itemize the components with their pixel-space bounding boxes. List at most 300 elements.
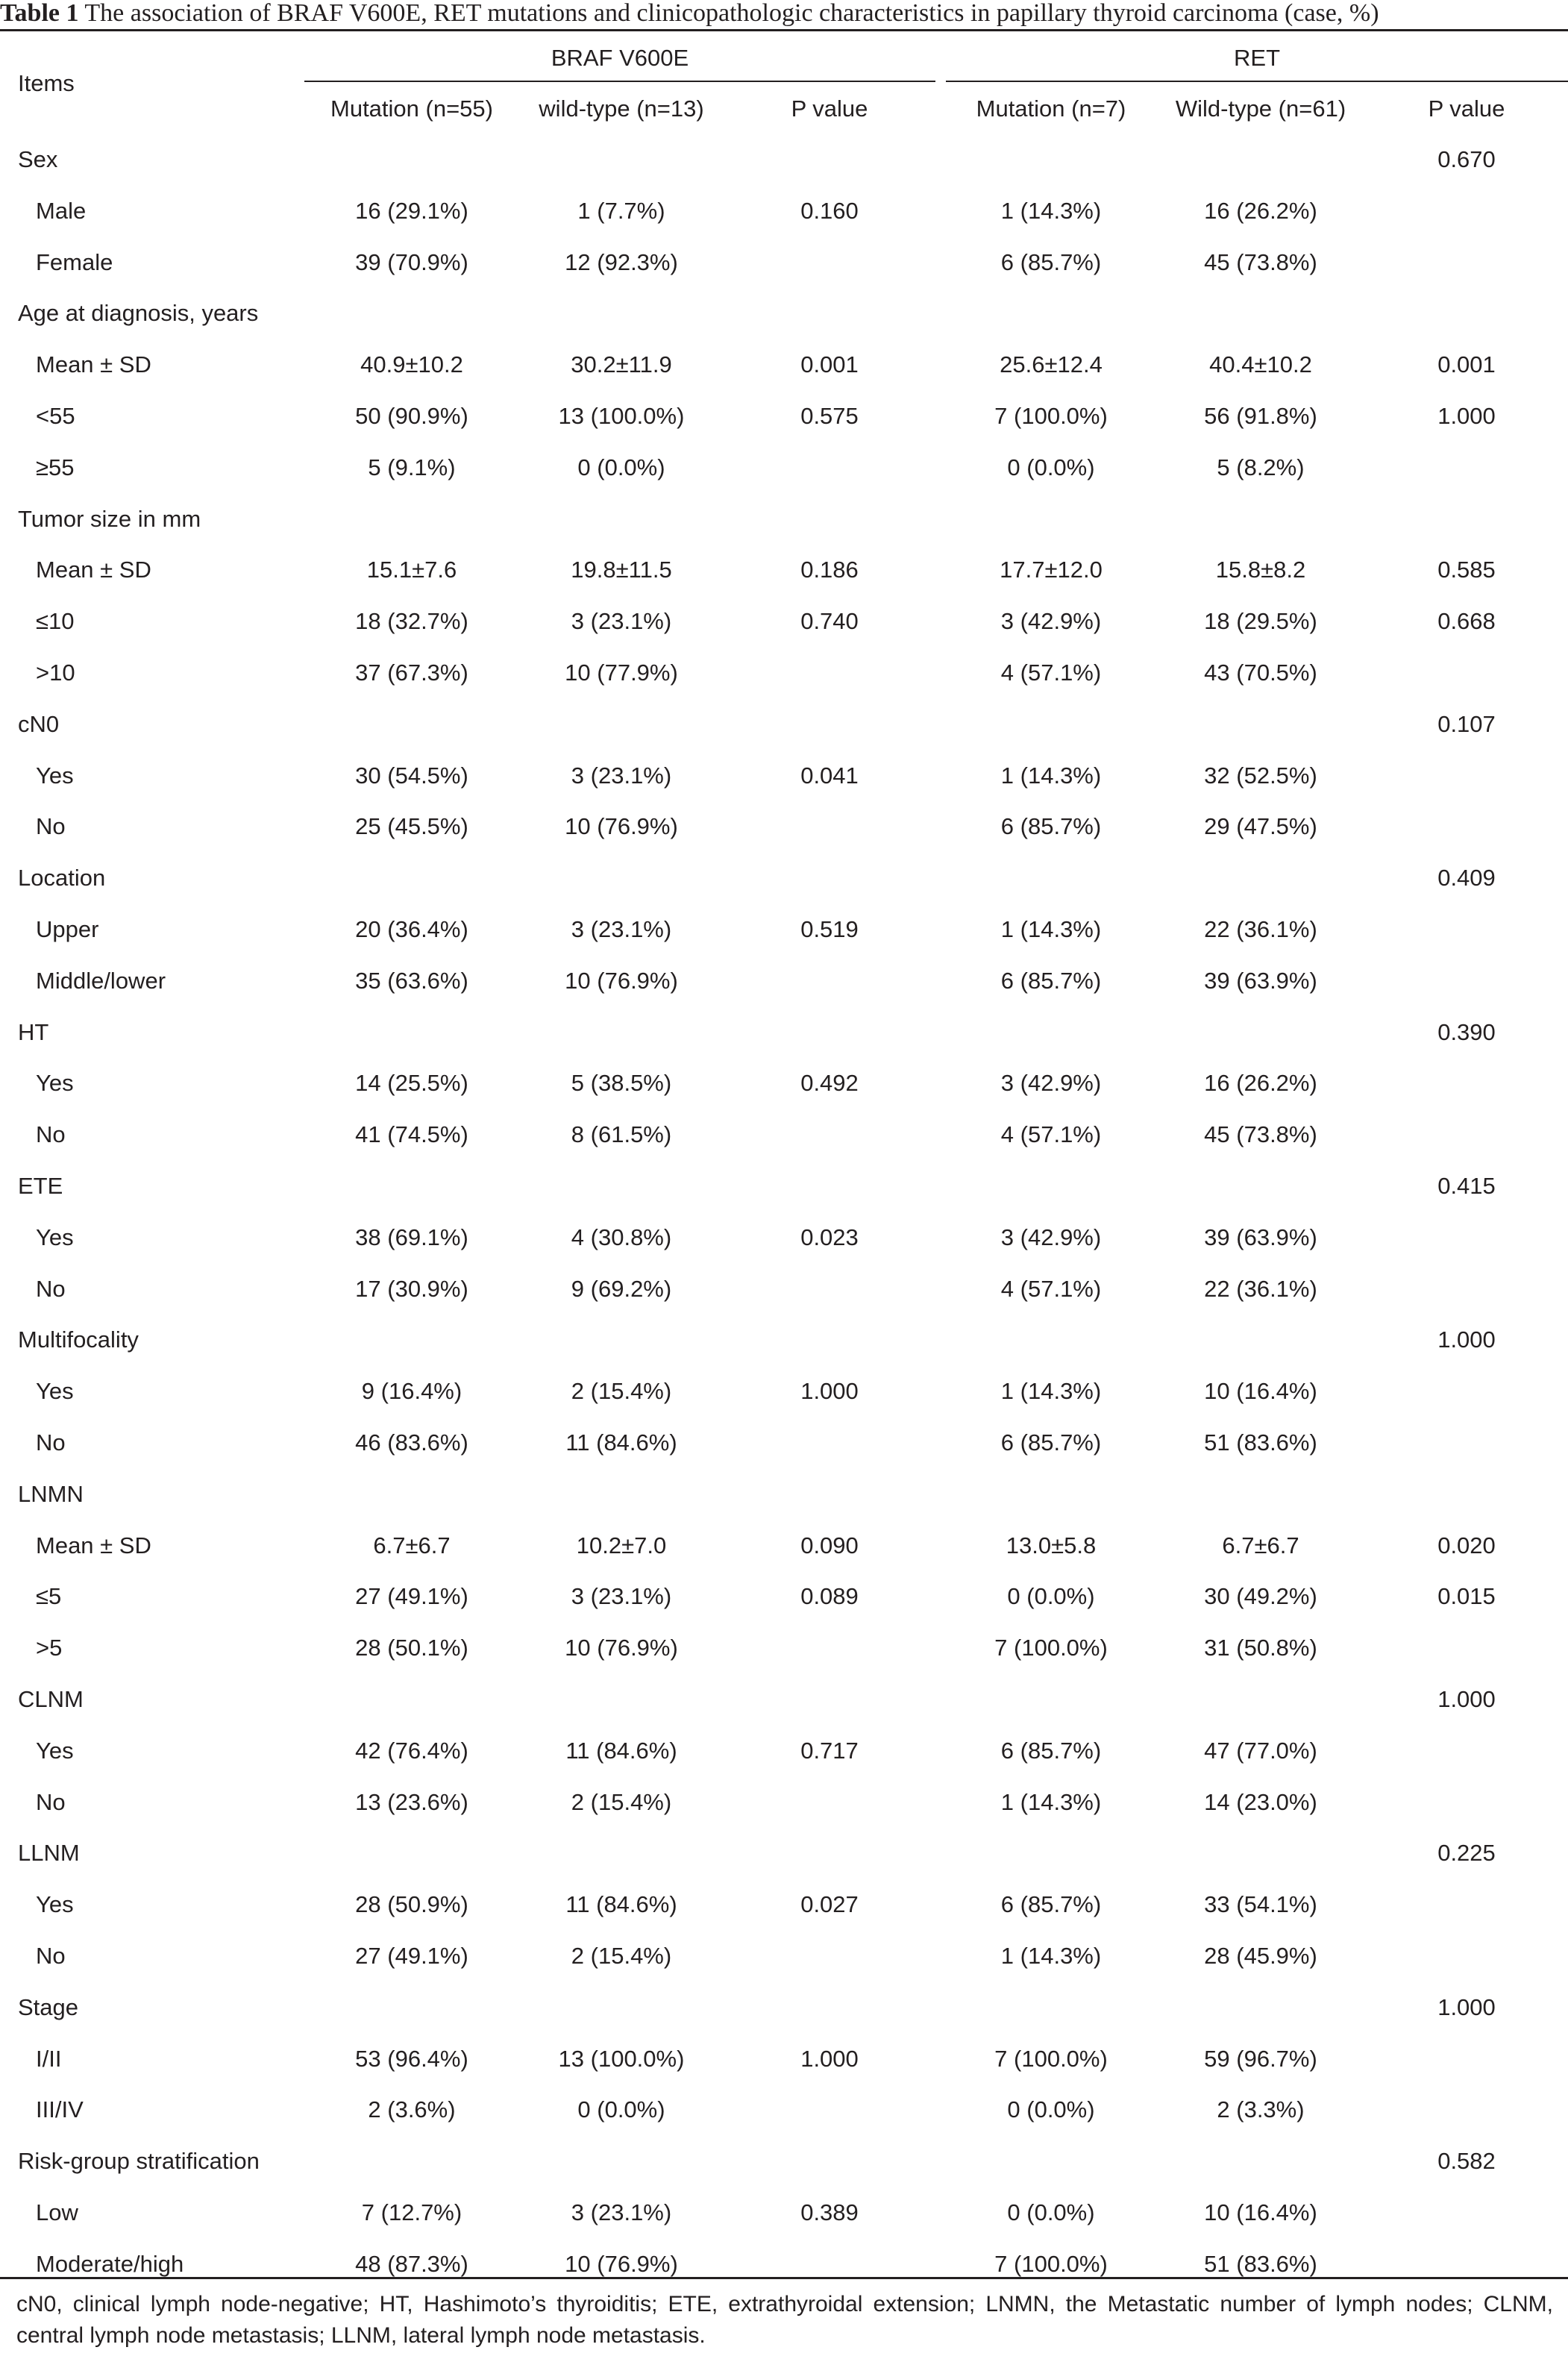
row-sublabel: Middle/lower (36, 968, 166, 994)
cell-braf-p-value: 0.389 (800, 2199, 859, 2225)
header-braf-mutation: Mutation (n=55) (330, 95, 493, 122)
cell-braf-mutation: 6.7±6.7 (373, 1532, 451, 1558)
row-sublabel: ≥55 (36, 454, 75, 480)
cell-ret-mutation: 0 (0.0%) (1007, 454, 1095, 480)
table-bottom-rule (0, 2277, 1568, 2279)
cell-ret-wildtype: 39 (63.9%) (1204, 968, 1317, 994)
cell-ret-p-value (1365, 1068, 1568, 1098)
cell-ret-wildtype (1156, 863, 1365, 893)
cell-braf-wildtype: 3 (23.1%) (571, 916, 672, 942)
cell-ret-mutation: 1 (14.3%) (1000, 762, 1102, 789)
cell-braf-wildtype: 13 (100.0%) (558, 403, 685, 429)
cell-ret-mutation: 1 (14.3%) (1000, 1378, 1102, 1404)
cell-braf-mutation: 14 (25.5%) (355, 1070, 468, 1096)
cell-ret-mutation: 17.7±12.0 (1000, 557, 1103, 583)
cell-ret-wildtype: 45 (73.8%) (1204, 1121, 1317, 1147)
cell-ret-p-value: 0.409 (1437, 865, 1496, 891)
cell-braf-wildtype (519, 1479, 724, 1509)
cell-ret-mutation: 4 (57.1%) (1000, 1121, 1102, 1147)
row-sublabel: Yes (36, 1738, 74, 1764)
cell-braf-mutation (304, 863, 519, 893)
cell-braf-wildtype: 3 (23.1%) (571, 762, 672, 789)
cell-ret-wildtype: 2 (3.3%) (1217, 2096, 1305, 2123)
cell-braf-mutation: 37 (67.3%) (355, 660, 468, 686)
cell-braf-wildtype (519, 863, 724, 893)
table-footnote: cN0, clinical lymph node-negative; HT, Hashimoto’s thyroiditis; ETE, extrathyroidal extension; LNMN, the Metastatic number of lymph nodes; CLNM, central lymph node metastasis; LLNM, lateral lymph node metastasis. (16, 2292, 1553, 2348)
cell-ret-p-value (1365, 298, 1568, 328)
row-sublabel: Mean ± SD (36, 1532, 151, 1558)
cell-braf-mutation: 42 (76.4%) (355, 1738, 468, 1764)
row-sublabel: Mean ± SD (36, 557, 151, 583)
header-braf-wildtype: wild-type (n=13) (539, 95, 704, 122)
cell-ret-mutation: 0 (0.0%) (1007, 2096, 1095, 2123)
cell-braf-p-value (724, 453, 935, 483)
row-category-label: ETE (18, 1173, 63, 1199)
cell-ret-wildtype: 28 (45.9%) (1204, 1943, 1317, 1969)
cell-ret-wildtype (1156, 709, 1365, 739)
cell-braf-mutation (304, 2146, 519, 2176)
table-caption (0, 0, 1568, 27)
cell-ret-p-value (1365, 2198, 1568, 2228)
cell-ret-p-value (1365, 504, 1568, 534)
cell-ret-p-value (1365, 658, 1568, 688)
cell-braf-p-value (724, 1788, 935, 1817)
header-group-ret: RET (1234, 45, 1280, 71)
cell-ret-mutation (946, 1685, 1156, 1714)
header-ret-p-value: P value (1428, 95, 1505, 122)
cell-braf-wildtype (519, 1993, 724, 2023)
row-sublabel: <55 (36, 403, 75, 429)
cell-braf-wildtype: 12 (92.3%) (565, 249, 678, 275)
cell-braf-wildtype: 9 (69.2%) (571, 1276, 672, 1302)
row-sublabel: ≤5 (36, 1583, 62, 1609)
cell-ret-wildtype: 51 (83.6%) (1204, 2251, 1317, 2277)
row-sublabel: >5 (36, 1635, 63, 1661)
cell-braf-wildtype: 3 (23.1%) (571, 608, 672, 634)
cell-ret-mutation: 0 (0.0%) (1007, 2199, 1095, 2225)
row-category-label: Multifocality (18, 1326, 139, 1353)
cell-ret-wildtype: 47 (77.0%) (1204, 1738, 1317, 1764)
cell-ret-mutation: 7 (100.0%) (994, 2046, 1108, 2072)
cell-braf-mutation: 28 (50.1%) (355, 1635, 468, 1661)
header-group-braf: BRAF V600E (551, 45, 689, 71)
cell-ret-p-value: 0.107 (1437, 711, 1496, 737)
cell-ret-p-value: 0.668 (1437, 608, 1496, 634)
cell-braf-mutation (304, 1325, 519, 1355)
cell-braf-wildtype: 10 (76.9%) (565, 2251, 678, 2277)
cell-ret-p-value: 1.000 (1437, 403, 1496, 429)
row-sublabel: No (36, 1943, 66, 1969)
row-sublabel: ≤10 (36, 608, 75, 634)
cell-ret-p-value: 0.670 (1437, 146, 1496, 172)
row-sublabel: Yes (36, 1224, 74, 1250)
cell-braf-mutation (304, 1993, 519, 2023)
cell-ret-wildtype: 16 (26.2%) (1204, 1070, 1317, 1096)
cell-ret-wildtype: 14 (23.0%) (1204, 1789, 1317, 1815)
row-category-label: Risk-group stratification (18, 2148, 260, 2174)
cell-braf-wildtype (519, 145, 724, 175)
cell-ret-wildtype: 30 (49.2%) (1204, 1583, 1317, 1609)
cell-braf-wildtype: 3 (23.1%) (571, 2199, 672, 2225)
cell-ret-p-value (1365, 1376, 1568, 1406)
cell-ret-mutation: 25.6±12.4 (1000, 351, 1103, 377)
cell-braf-p-value (724, 812, 935, 842)
cell-braf-wildtype: 8 (61.5%) (571, 1121, 672, 1147)
cell-ret-wildtype: 29 (47.5%) (1204, 813, 1317, 839)
cell-ret-mutation: 6 (85.7%) (1000, 1429, 1102, 1456)
cell-ret-mutation: 3 (42.9%) (1000, 608, 1102, 634)
cell-braf-wildtype: 4 (30.8%) (571, 1224, 672, 1250)
row-sublabel: Yes (36, 1891, 74, 1917)
cell-braf-p-value (724, 863, 935, 893)
row-sublabel: No (36, 1429, 66, 1456)
cell-ret-mutation: 6 (85.7%) (1000, 249, 1102, 275)
cell-ret-wildtype: 32 (52.5%) (1204, 762, 1317, 789)
cell-ret-mutation (946, 298, 1156, 328)
cell-braf-mutation: 41 (74.5%) (355, 1121, 468, 1147)
row-sublabel: No (36, 1276, 66, 1302)
cell-braf-p-value: 0.160 (800, 198, 859, 224)
cell-ret-wildtype: 18 (29.5%) (1204, 608, 1317, 634)
row-sublabel: No (36, 813, 66, 839)
cell-braf-mutation (304, 1018, 519, 1047)
cell-braf-wildtype: 1 (7.7%) (577, 198, 665, 224)
cell-ret-p-value (1365, 915, 1568, 944)
cell-braf-mutation (304, 709, 519, 739)
row-sublabel: Female (36, 249, 113, 275)
cell-ret-mutation: 6 (85.7%) (1000, 1891, 1102, 1917)
cell-braf-mutation (304, 1479, 519, 1509)
cell-ret-wildtype (1156, 2146, 1365, 2176)
cell-braf-wildtype: 11 (84.6%) (565, 1891, 677, 1917)
cell-ret-wildtype: 10 (16.4%) (1204, 1378, 1317, 1404)
cell-braf-wildtype: 5 (38.5%) (571, 1070, 672, 1096)
cell-braf-mutation (304, 1685, 519, 1714)
cell-braf-mutation: 27 (49.1%) (355, 1583, 468, 1609)
cell-braf-mutation: 25 (45.5%) (355, 813, 468, 839)
cell-braf-wildtype (519, 298, 724, 328)
ret-group-rule (946, 81, 1568, 82)
cell-ret-wildtype: 56 (91.8%) (1204, 403, 1317, 429)
row-category-label: Stage (18, 1994, 79, 2020)
cell-braf-wildtype (519, 1685, 724, 1714)
row-category-label: Location (18, 865, 106, 891)
cell-ret-wildtype: 22 (36.1%) (1204, 916, 1317, 942)
cell-ret-p-value: 0.020 (1437, 1532, 1496, 1558)
cell-ret-p-value (1365, 2044, 1568, 2074)
cell-braf-wildtype: 19.8±11.5 (571, 557, 672, 583)
cell-braf-p-value (724, 1993, 935, 2023)
cell-braf-p-value (724, 1633, 935, 1663)
cell-ret-wildtype: 31 (50.8%) (1204, 1635, 1317, 1661)
cell-braf-wildtype: 11 (84.6%) (565, 1429, 677, 1456)
cell-ret-p-value: 0.390 (1437, 1019, 1496, 1045)
cell-braf-p-value: 0.186 (800, 557, 859, 583)
row-category-label: LNMN (18, 1481, 84, 1507)
cell-ret-p-value: 1.000 (1437, 1994, 1496, 2020)
cell-ret-mutation: 6 (85.7%) (1000, 968, 1102, 994)
cell-ret-mutation (946, 709, 1156, 739)
table-top-rule (0, 29, 1568, 31)
cell-braf-wildtype (519, 504, 724, 534)
row-sublabel: >10 (36, 660, 75, 686)
cell-ret-wildtype: 6.7±6.7 (1222, 1532, 1299, 1558)
cell-ret-wildtype (1156, 298, 1365, 328)
cell-ret-mutation (946, 863, 1156, 893)
header-items: Items (18, 70, 75, 96)
row-sublabel: I/II (36, 2046, 62, 2072)
cell-ret-p-value (1365, 1120, 1568, 1150)
cell-ret-wildtype (1156, 504, 1365, 534)
cell-ret-wildtype (1156, 1838, 1365, 1868)
cell-braf-mutation: 40.9±10.2 (360, 351, 463, 377)
braf-group-rule (304, 81, 935, 82)
cell-ret-mutation: 1 (14.3%) (1000, 1943, 1102, 1969)
cell-ret-wildtype: 43 (70.5%) (1204, 660, 1317, 686)
cell-ret-mutation: 7 (100.0%) (994, 1635, 1108, 1661)
cell-braf-p-value (724, 2249, 935, 2279)
cell-ret-wildtype (1156, 145, 1365, 175)
cell-braf-mutation: 53 (96.4%) (355, 2046, 468, 2072)
cell-braf-mutation: 15.1±7.6 (366, 557, 457, 583)
cell-ret-p-value (1365, 1274, 1568, 1304)
cell-braf-p-value: 0.717 (800, 1738, 859, 1764)
cell-braf-wildtype: 10 (76.9%) (565, 968, 678, 994)
cell-braf-mutation: 9 (16.4%) (361, 1378, 462, 1404)
cell-braf-mutation: 2 (3.6%) (368, 2096, 456, 2123)
row-category-label: Age at diagnosis, years (18, 300, 259, 326)
cell-braf-p-value: 0.492 (800, 1070, 859, 1096)
row-category-label: CLNM (18, 1686, 84, 1712)
cell-ret-mutation: 3 (42.9%) (1000, 1224, 1102, 1250)
cell-ret-mutation (946, 1838, 1156, 1868)
cell-braf-mutation: 5 (9.1%) (368, 454, 456, 480)
row-category-label: cN0 (18, 711, 60, 737)
cell-ret-mutation: 4 (57.1%) (1000, 1276, 1102, 1302)
cell-braf-p-value (724, 1941, 935, 1971)
row-sublabel: No (36, 1789, 66, 1815)
cell-ret-wildtype: 22 (36.1%) (1204, 1276, 1317, 1302)
cell-braf-p-value (724, 1325, 935, 1355)
table-title: The association of BRAF V600E, RET mutations and clinicopathologic characteristics in papillary thyroid carcinoma (case, %) (84, 0, 1379, 27)
cell-braf-wildtype: 30.2±11.9 (571, 351, 672, 377)
cell-ret-mutation (946, 504, 1156, 534)
cell-ret-wildtype: 15.8±8.2 (1215, 557, 1306, 583)
cell-ret-p-value: 0.225 (1437, 1840, 1496, 1866)
cell-ret-wildtype: 10 (16.4%) (1204, 2199, 1317, 2225)
cell-braf-wildtype: 10 (76.9%) (565, 1635, 678, 1661)
cell-ret-mutation: 4 (57.1%) (1000, 660, 1102, 686)
cell-braf-p-value (724, 658, 935, 688)
cell-braf-mutation: 35 (63.6%) (355, 968, 468, 994)
row-sublabel: Yes (36, 1378, 74, 1404)
cell-braf-p-value (724, 1685, 935, 1714)
cell-ret-wildtype: 59 (96.7%) (1204, 2046, 1317, 2072)
cell-ret-wildtype: 33 (54.1%) (1204, 1891, 1317, 1917)
cell-braf-mutation: 38 (69.1%) (355, 1224, 468, 1250)
cell-braf-wildtype: 10.2±7.0 (576, 1532, 667, 1558)
cell-ret-p-value: 0.001 (1437, 351, 1496, 377)
cell-braf-p-value (724, 1838, 935, 1868)
cell-braf-wildtype: 0 (0.0%) (577, 2096, 665, 2123)
cell-braf-wildtype: 10 (76.9%) (565, 813, 678, 839)
cell-braf-p-value (724, 1018, 935, 1047)
cell-braf-mutation (304, 145, 519, 175)
cell-braf-mutation: 16 (29.1%) (355, 198, 468, 224)
cell-braf-p-value (724, 2146, 935, 2176)
row-sublabel: Male (36, 198, 87, 224)
cell-ret-p-value: 0.585 (1437, 557, 1496, 583)
cell-ret-p-value (1365, 2249, 1568, 2279)
row-category-label: Sex (18, 146, 58, 172)
cell-ret-p-value (1365, 812, 1568, 842)
cell-ret-p-value: 1.000 (1437, 1326, 1496, 1353)
cell-ret-p-value (1365, 453, 1568, 483)
cell-ret-wildtype: 16 (26.2%) (1204, 198, 1317, 224)
cell-braf-mutation: 48 (87.3%) (355, 2251, 468, 2277)
cell-braf-p-value: 0.090 (800, 1532, 859, 1558)
row-sublabel: III/IV (36, 2096, 84, 2123)
row-sublabel: Yes (36, 1070, 74, 1096)
row-sublabel: Low (36, 2199, 78, 2225)
cell-braf-wildtype (519, 1018, 724, 1047)
cell-braf-mutation (304, 1171, 519, 1201)
cell-ret-wildtype (1156, 1325, 1365, 1355)
cell-braf-mutation: 46 (83.6%) (355, 1429, 468, 1456)
cell-braf-p-value: 0.027 (800, 1891, 859, 1917)
cell-ret-mutation: 0 (0.0%) (1007, 1583, 1095, 1609)
cell-ret-p-value (1365, 1223, 1568, 1253)
cell-braf-mutation: 30 (54.5%) (355, 762, 468, 789)
cell-ret-p-value (1365, 761, 1568, 791)
cell-ret-wildtype (1156, 1993, 1365, 2023)
cell-ret-mutation: 7 (100.0%) (994, 403, 1108, 429)
cell-braf-p-value: 1.000 (800, 1378, 859, 1404)
cell-braf-wildtype: 2 (15.4%) (571, 1378, 672, 1404)
cell-braf-p-value (724, 1428, 935, 1458)
cell-braf-wildtype (519, 1838, 724, 1868)
cell-braf-p-value (724, 966, 935, 996)
row-category-label: HT (18, 1019, 49, 1045)
cell-ret-p-value (1365, 1633, 1568, 1663)
cell-ret-wildtype: 5 (8.2%) (1217, 454, 1305, 480)
cell-ret-mutation (946, 1325, 1156, 1355)
cell-braf-mutation: 39 (70.9%) (355, 249, 468, 275)
cell-ret-wildtype: 40.4±10.2 (1209, 351, 1312, 377)
row-category-label: Tumor size in mm (18, 506, 201, 532)
cell-braf-p-value (724, 145, 935, 175)
cell-ret-p-value: 0.015 (1437, 1583, 1496, 1609)
cell-braf-p-value: 0.001 (800, 351, 859, 377)
header-braf-p-value: P value (791, 95, 868, 122)
cell-braf-p-value: 0.089 (800, 1583, 859, 1609)
cell-braf-mutation (304, 298, 519, 328)
cell-braf-mutation: 50 (90.9%) (355, 403, 468, 429)
cell-braf-mutation: 13 (23.6%) (355, 1789, 468, 1815)
cell-ret-p-value (1365, 1479, 1568, 1509)
header-ret-wildtype: Wild-type (n=61) (1175, 95, 1346, 122)
cell-braf-p-value (724, 504, 935, 534)
cell-ret-mutation: 6 (85.7%) (1000, 813, 1102, 839)
cell-braf-mutation: 18 (32.7%) (355, 608, 468, 634)
cell-braf-p-value (724, 248, 935, 278)
cell-ret-mutation: 1 (14.3%) (1000, 198, 1102, 224)
cell-braf-p-value: 0.575 (800, 403, 859, 429)
row-sublabel: Upper (36, 916, 99, 942)
cell-ret-wildtype: 51 (83.6%) (1204, 1429, 1317, 1456)
cell-ret-p-value (1365, 1736, 1568, 1766)
cell-braf-wildtype (519, 709, 724, 739)
cell-ret-p-value: 1.000 (1437, 1686, 1496, 1712)
cell-braf-mutation: 20 (36.4%) (355, 916, 468, 942)
table-label: Table 1 (0, 0, 79, 27)
cell-braf-p-value (724, 1479, 935, 1509)
cell-braf-p-value (724, 298, 935, 328)
cell-braf-mutation: 28 (50.9%) (355, 1891, 468, 1917)
cell-ret-mutation (946, 1171, 1156, 1201)
cell-braf-p-value (724, 1120, 935, 1150)
cell-braf-p-value (724, 1171, 935, 1201)
cell-ret-wildtype (1156, 1685, 1365, 1714)
row-sublabel: Moderate/high (36, 2251, 184, 2277)
cell-braf-wildtype: 10 (77.9%) (565, 660, 678, 686)
cell-braf-p-value (724, 2095, 935, 2125)
cell-ret-p-value: 0.415 (1437, 1173, 1496, 1199)
cell-braf-wildtype: 11 (84.6%) (565, 1738, 677, 1764)
cell-ret-wildtype (1156, 1479, 1365, 1509)
cell-braf-wildtype: 2 (15.4%) (571, 1789, 672, 1815)
cell-braf-p-value (724, 1274, 935, 1304)
cell-braf-mutation (304, 504, 519, 534)
cell-ret-p-value (1365, 1788, 1568, 1817)
row-sublabel: Yes (36, 762, 74, 789)
cell-ret-mutation (946, 1993, 1156, 2023)
cell-braf-wildtype (519, 1171, 724, 1201)
cell-braf-mutation: 17 (30.9%) (355, 1276, 468, 1302)
cell-braf-wildtype (519, 2146, 724, 2176)
cell-braf-p-value (724, 709, 935, 739)
cell-ret-mutation: 13.0±5.8 (1006, 1532, 1097, 1558)
cell-ret-mutation (946, 2146, 1156, 2176)
row-sublabel: No (36, 1121, 66, 1147)
cell-ret-p-value (1365, 1428, 1568, 1458)
cell-braf-p-value: 0.740 (800, 608, 859, 634)
header-ret-mutation: Mutation (n=7) (976, 95, 1126, 122)
cell-ret-mutation (946, 1018, 1156, 1047)
cell-braf-mutation: 7 (12.7%) (361, 2199, 462, 2225)
cell-ret-mutation (946, 1479, 1156, 1509)
cell-braf-wildtype: 0 (0.0%) (577, 454, 665, 480)
cell-ret-p-value (1365, 2095, 1568, 2125)
cell-braf-wildtype: 3 (23.1%) (571, 1583, 672, 1609)
cell-ret-p-value (1365, 248, 1568, 278)
cell-braf-mutation: 27 (49.1%) (355, 1943, 468, 1969)
cell-ret-wildtype: 45 (73.8%) (1204, 249, 1317, 275)
cell-braf-p-value: 0.041 (800, 762, 859, 789)
cell-ret-p-value: 0.582 (1437, 2148, 1496, 2174)
cell-ret-wildtype: 39 (63.9%) (1204, 1224, 1317, 1250)
cell-braf-mutation (304, 1838, 519, 1868)
cell-braf-wildtype (519, 1325, 724, 1355)
row-category-label: LLNM (18, 1840, 80, 1866)
cell-ret-mutation (946, 145, 1156, 175)
cell-ret-wildtype (1156, 1171, 1365, 1201)
cell-braf-wildtype: 13 (100.0%) (558, 2046, 685, 2072)
cell-braf-wildtype: 2 (15.4%) (571, 1943, 672, 1969)
cell-ret-p-value (1365, 196, 1568, 226)
cell-ret-mutation: 1 (14.3%) (1000, 916, 1102, 942)
cell-braf-p-value: 1.000 (800, 2046, 859, 2072)
